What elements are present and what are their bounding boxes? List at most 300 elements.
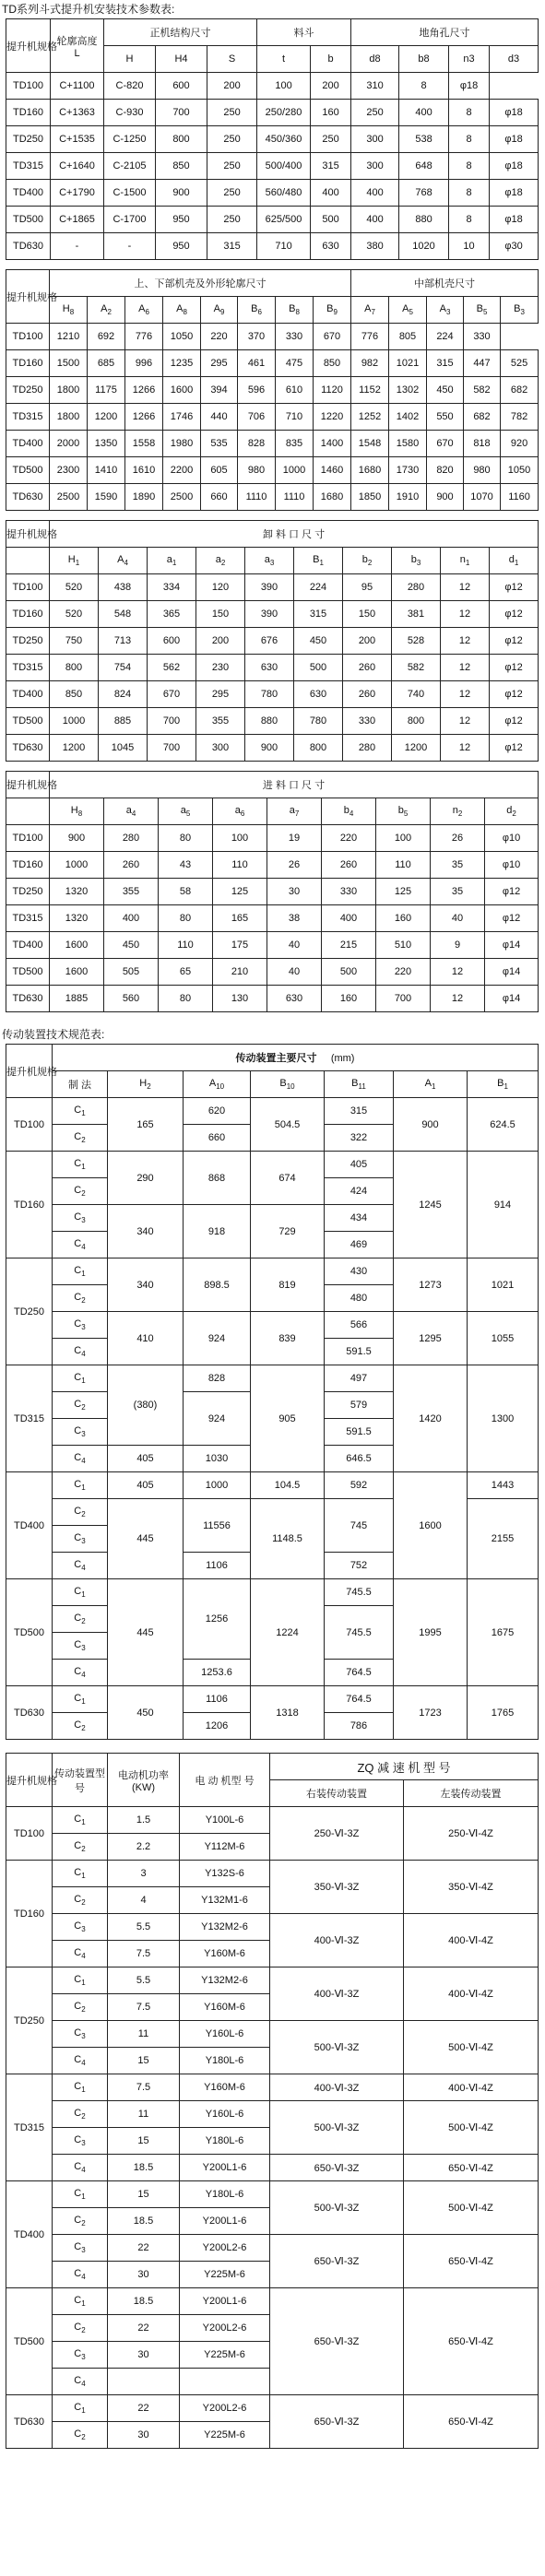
cell: [180, 2369, 270, 2395]
cell: 450/360: [257, 126, 311, 153]
method-cell: $C_1$: [53, 1686, 108, 1713]
cell: C+1865: [51, 207, 104, 233]
device-cell: $C_1$: [53, 1807, 108, 1834]
cell: φ18: [490, 126, 539, 153]
method-cell: $C_2$: [53, 1499, 108, 1526]
col-header: H: [104, 46, 156, 73]
reducer-cell: 500-Ⅵ-3Z: [270, 2101, 404, 2155]
cell: 450: [108, 1686, 184, 1740]
reducer-cell: 650-Ⅵ-3Z: [270, 2395, 404, 2449]
cell: 1160: [501, 484, 539, 511]
section-caption-drive: 传动装置技术规范表:: [2, 1028, 105, 1041]
cell: 2500: [50, 484, 88, 511]
cell: 1600: [394, 1472, 468, 1579]
cell: 1610: [125, 457, 163, 484]
col-header: $A_5$: [389, 297, 427, 324]
cell: 776: [125, 324, 163, 350]
cell: 868: [184, 1152, 251, 1205]
cell: 630: [245, 655, 294, 681]
cell: 828: [238, 431, 276, 457]
cell: 1050: [501, 457, 539, 484]
model-cell: TD400: [6, 932, 50, 959]
cell: 160: [311, 100, 351, 126]
cell: 11556: [184, 1499, 251, 1553]
cell: 745: [325, 1499, 394, 1553]
cell: 8: [449, 126, 490, 153]
cell: 1320: [50, 905, 104, 932]
col-header: b: [311, 46, 351, 73]
model-cell: TD100: [6, 73, 51, 100]
cell: 1110: [238, 484, 276, 511]
cell: 15: [108, 2128, 180, 2155]
cell: 469: [325, 1232, 394, 1258]
table-row: [6, 905, 539, 932]
cell: 900: [50, 825, 104, 852]
cell: 610: [276, 377, 314, 404]
cell: 480: [325, 1285, 394, 1312]
col-header: $A_1$: [394, 1071, 468, 1098]
cell: 1850: [351, 484, 389, 511]
device-cell: $C_1$: [53, 1861, 108, 1887]
cell: 200: [311, 73, 351, 100]
cell: 1152: [351, 377, 389, 404]
cell: 260: [343, 655, 392, 681]
cell: 828: [184, 1365, 251, 1392]
cell: 5.5: [108, 1914, 180, 1941]
cell: 445: [108, 1499, 184, 1579]
cell: 160: [376, 905, 431, 932]
col-header: d8: [351, 46, 399, 73]
cell: 1675: [468, 1579, 539, 1686]
cell: 750: [50, 628, 99, 655]
model-cell: TD160: [6, 1152, 53, 1258]
cell: φ12: [485, 905, 539, 932]
cell: 120: [196, 574, 245, 601]
cell: 805: [389, 324, 427, 350]
cell: 8: [399, 73, 449, 100]
cell: 1273: [394, 1258, 468, 1312]
cell: 12: [441, 628, 490, 655]
cell: 1680: [351, 457, 389, 484]
cell: φ12: [485, 879, 539, 905]
cell: 165: [108, 1098, 184, 1152]
cell: 1548: [351, 431, 389, 457]
cell: C-1700: [104, 207, 156, 233]
cell: 710: [276, 404, 314, 431]
reducer-cell: 250-Ⅵ-3Z: [270, 1807, 404, 1861]
cell: 300: [196, 735, 245, 762]
cell: 11: [108, 2101, 180, 2128]
method-cell: $C_4$: [53, 1660, 108, 1686]
cell: φ14: [485, 932, 539, 959]
cell: 315: [207, 233, 257, 260]
table-row: [6, 959, 539, 986]
reducer-cell: 650-Ⅵ-4Z: [404, 2155, 539, 2181]
device-cell: $C_4$: [53, 2155, 108, 2181]
cell: 670: [314, 324, 351, 350]
col-header: $B_{11}$: [325, 1071, 394, 1098]
cell: 330: [464, 324, 501, 350]
cell: 11: [108, 2021, 180, 2048]
cell: 40: [431, 905, 485, 932]
col-header: $A_4$: [99, 548, 148, 574]
cell: 8: [449, 153, 490, 180]
row-label: [6, 798, 50, 825]
cell: 125: [376, 879, 431, 905]
cell: 165: [213, 905, 267, 932]
cell: Y180L-6: [180, 2128, 270, 2155]
method-cell: $C_1$: [53, 1579, 108, 1606]
cell: 713: [99, 628, 148, 655]
cell: 315: [311, 153, 351, 180]
cell: 905: [251, 1365, 325, 1472]
cell: 8: [449, 207, 490, 233]
cell: 1000: [184, 1472, 251, 1499]
cell: 322: [325, 1125, 394, 1152]
col-header: $a_4$: [104, 798, 159, 825]
cell: 445: [108, 1579, 184, 1686]
cell: 745.5: [325, 1579, 394, 1606]
cell: 1765: [468, 1686, 539, 1740]
cell: 12: [441, 708, 490, 735]
cell: 605: [201, 457, 238, 484]
header-left-drive: 左装传动装置: [404, 1780, 539, 1807]
reducer-cell: 650-Ⅵ-3Z: [270, 2155, 404, 2181]
cell: 504.5: [251, 1098, 325, 1152]
cell: 18.5: [108, 2155, 180, 2181]
cell: 1200: [88, 404, 125, 431]
cell: 260: [104, 852, 159, 879]
cell: 400: [104, 905, 159, 932]
cell: 95: [343, 574, 392, 601]
cell: 1580: [389, 431, 427, 457]
device-cell: $C_2$: [53, 2315, 108, 2342]
cell: 12: [441, 574, 490, 601]
cell: φ12: [490, 735, 539, 762]
header-feed-port: 进 料 口 尺 寸: [50, 772, 539, 798]
cell: 22: [108, 2235, 180, 2262]
cell: 520: [50, 601, 99, 628]
method-cell: $C_1$: [53, 1152, 108, 1178]
cell: 782: [501, 404, 539, 431]
cell: 80: [159, 825, 213, 852]
col-header: $B_8$: [276, 297, 314, 324]
cell: 1400: [314, 431, 351, 457]
model-cell: TD315: [6, 655, 50, 681]
cell: 1252: [351, 404, 389, 431]
cell: 80: [159, 905, 213, 932]
cell: 2.2: [108, 1834, 180, 1861]
cell: C+1100: [51, 73, 104, 100]
cell: 250: [207, 126, 257, 153]
cell: Y160M-6: [180, 1941, 270, 1967]
table-row: [6, 574, 539, 601]
reducer-cell: 500-Ⅵ-4Z: [404, 2181, 539, 2235]
cell: 1020: [399, 233, 449, 260]
installation-params-table: [6, 18, 539, 260]
cell: 1460: [314, 457, 351, 484]
cell: 752: [325, 1553, 394, 1579]
col-header: $B_1$: [294, 548, 343, 574]
section-caption-installation: TD系列斗式提升机安装技术参数表:: [2, 3, 175, 16]
cell: 1021: [389, 350, 427, 377]
table-row: [6, 1861, 539, 1887]
cell: φ18: [490, 100, 539, 126]
cell: 340: [108, 1258, 184, 1312]
cell: 8: [449, 100, 490, 126]
cell: φ18: [490, 207, 539, 233]
table-row: [6, 377, 539, 404]
col-header: $B_{10}$: [251, 1071, 325, 1098]
cell: 365: [148, 601, 196, 628]
col-header: $B_3$: [501, 297, 539, 324]
model-cell: TD630: [6, 484, 50, 511]
table-row: [6, 681, 539, 708]
cell: 280: [343, 735, 392, 762]
cell: 566: [325, 1312, 394, 1339]
header-drive-main: 传动装置主要尺寸 (mm): [53, 1045, 539, 1071]
model-cell: TD160: [6, 852, 50, 879]
cell: 1175: [88, 377, 125, 404]
method-cell: $C_2$: [53, 1606, 108, 1633]
cell: 38: [267, 905, 322, 932]
cell: 400: [311, 180, 351, 207]
header-upper-lower-housing: 上、下部机壳及外形轮廓尺寸: [50, 270, 351, 297]
cell: 1680: [314, 484, 351, 511]
model-cell: TD500: [6, 708, 50, 735]
cell: 310: [351, 73, 399, 100]
table-row: [6, 2288, 539, 2315]
device-cell: $C_4$: [53, 2048, 108, 2074]
model-cell: TD315: [6, 153, 51, 180]
cell: 579: [325, 1392, 394, 1419]
cell: 505: [104, 959, 159, 986]
col-header: $n_2$: [431, 798, 485, 825]
cell: 12: [441, 601, 490, 628]
col-header: t: [257, 46, 311, 73]
cell: 110: [213, 852, 267, 879]
col-header: $A_3$: [427, 297, 464, 324]
cell: 596: [238, 377, 276, 404]
cell: Y200L2-6: [180, 2235, 270, 2262]
model-cell: TD400: [6, 2181, 53, 2288]
cell: 4: [108, 1887, 180, 1914]
cell: 1885: [50, 986, 104, 1012]
device-cell: $C_1$: [53, 2395, 108, 2422]
header-model: 提升机规格: [6, 521, 50, 548]
cell: 43: [159, 852, 213, 879]
model-cell: TD630: [6, 735, 50, 762]
cell: 880: [399, 207, 449, 233]
cell: C-1250: [104, 126, 156, 153]
cell: 1800: [50, 404, 88, 431]
cell: 125: [213, 879, 267, 905]
device-cell: $C_3$: [53, 2235, 108, 2262]
device-cell: $C_2$: [53, 2208, 108, 2235]
cell: 355: [196, 708, 245, 735]
col-header: $d_1$: [490, 548, 539, 574]
housing-dimensions-table: [6, 269, 539, 511]
col-header: $a_5$: [159, 798, 213, 825]
cell: -: [51, 233, 104, 260]
cell: 1106: [184, 1686, 251, 1713]
cell: Y200L2-6: [180, 2315, 270, 2342]
cell: 764.5: [325, 1660, 394, 1686]
col-header: $a_1$: [148, 548, 196, 574]
table-row: [6, 986, 539, 1012]
model-cell: TD160: [6, 1861, 53, 1967]
model-cell: TD630: [6, 1686, 53, 1740]
cell: [108, 2369, 180, 2395]
cell: Y200L1-6: [180, 2208, 270, 2235]
cell: 660: [201, 484, 238, 511]
model-cell: TD160: [6, 350, 50, 377]
cell: φ30: [490, 233, 539, 260]
cell: Y160M-6: [180, 1994, 270, 2021]
col-header: $H_8$: [50, 798, 104, 825]
table-row: [6, 2235, 539, 2262]
cell: 1055: [468, 1312, 539, 1365]
cell: φ14: [485, 959, 539, 986]
cell: 630: [311, 233, 351, 260]
cell: 110: [376, 852, 431, 879]
table-row: [6, 735, 539, 762]
cell: 19: [267, 825, 322, 852]
reducer-cell: 400-Ⅵ-3Z: [270, 1914, 404, 1967]
cell: φ18: [449, 73, 490, 100]
cell: 230: [196, 655, 245, 681]
cell: Y132M2-6: [180, 1967, 270, 1994]
header-model: 提升机规格: [6, 270, 50, 324]
table-row: [6, 655, 539, 681]
cell: 591.5: [325, 1339, 394, 1365]
cell: 820: [427, 457, 464, 484]
cell: 334: [148, 574, 196, 601]
cell: 300: [351, 153, 399, 180]
model-cell: TD400: [6, 1472, 53, 1579]
cell: 950: [156, 207, 207, 233]
cell: φ14: [485, 986, 539, 1012]
cell: 591.5: [325, 1419, 394, 1446]
model-cell: TD250: [6, 628, 50, 655]
cell: 525: [501, 350, 539, 377]
cell: 1266: [125, 377, 163, 404]
cell: 1256: [184, 1579, 251, 1660]
cell: 676: [245, 628, 294, 655]
cell: 10: [449, 233, 490, 260]
table-row: [6, 207, 539, 233]
method-cell: $C_4$: [53, 1446, 108, 1472]
cell: 30: [267, 879, 322, 905]
model-cell: TD500: [6, 1579, 53, 1686]
cell: 15: [108, 2048, 180, 2074]
cell: 776: [351, 324, 389, 350]
cell: 996: [125, 350, 163, 377]
method-cell: $C_2$: [53, 1713, 108, 1740]
cell: 7.5: [108, 1994, 180, 2021]
cell: 780: [245, 681, 294, 708]
col-header: $b_4$: [322, 798, 376, 825]
method-cell: $C_3$: [53, 1205, 108, 1232]
table-row: [6, 431, 539, 457]
header-middle-housing: 中部机壳尺寸: [351, 270, 539, 297]
cell: C+1790: [51, 180, 104, 207]
table-row: [6, 879, 539, 905]
col-header: H4: [156, 46, 207, 73]
model-cell: TD315: [6, 905, 50, 932]
cell: 520: [50, 574, 99, 601]
cell: 924: [184, 1392, 251, 1446]
cell: 250: [207, 207, 257, 233]
method-cell: $C_2$: [53, 1125, 108, 1152]
table-row: [6, 100, 539, 126]
cell: C-930: [104, 100, 156, 126]
table-row: [6, 2155, 539, 2181]
cell: 1235: [163, 350, 201, 377]
model-cell: TD630: [6, 233, 51, 260]
cell: Y225M-6: [180, 2422, 270, 2449]
cell: Y160M-6: [180, 2074, 270, 2101]
cell: 685: [88, 350, 125, 377]
cell: 381: [392, 601, 441, 628]
cell: 819: [251, 1258, 325, 1312]
cell: 200: [196, 628, 245, 655]
col-header: $B_9$: [314, 297, 351, 324]
cell: -: [104, 233, 156, 260]
cell: 582: [464, 377, 501, 404]
cell: 220: [201, 324, 238, 350]
cell: 330: [322, 879, 376, 905]
cell: 850: [156, 153, 207, 180]
cell: 215: [322, 932, 376, 959]
device-cell: $C_1$: [53, 2181, 108, 2208]
cell: Y100L-6: [180, 1807, 270, 1834]
device-cell: $C_4$: [53, 2369, 108, 2395]
row-label: [6, 548, 50, 574]
device-cell: $C_3$: [53, 2021, 108, 2048]
cell: 800: [156, 126, 207, 153]
cell: 5.5: [108, 1967, 180, 1994]
cell: 250: [207, 153, 257, 180]
cell: 410: [108, 1312, 184, 1365]
cell: φ18: [490, 180, 539, 207]
cell: 740: [392, 681, 441, 708]
cell: 1224: [251, 1579, 325, 1686]
header-right-drive: 右装传动装置: [270, 1780, 404, 1807]
cell: 224: [427, 324, 464, 350]
cell: 30: [108, 2342, 180, 2369]
col-header: $a_7$: [267, 798, 322, 825]
table-row: [6, 73, 539, 100]
cell: 624.5: [468, 1098, 539, 1152]
cell: 648: [399, 153, 449, 180]
cell: 224: [294, 574, 343, 601]
cell: 475: [276, 350, 314, 377]
cell: 355: [104, 879, 159, 905]
col-header: $A_8$: [163, 297, 201, 324]
cell: 447: [464, 350, 501, 377]
cell: φ12: [490, 601, 539, 628]
cell: 315: [427, 350, 464, 377]
cell: 980: [238, 457, 276, 484]
cell: 330: [276, 324, 314, 350]
cell: 625/500: [257, 207, 311, 233]
method-cell: $C_1$: [53, 1472, 108, 1499]
device-cell: $C_1$: [53, 1967, 108, 1994]
cell: 560: [104, 986, 159, 1012]
cell: 330: [343, 708, 392, 735]
cell: 700: [148, 708, 196, 735]
